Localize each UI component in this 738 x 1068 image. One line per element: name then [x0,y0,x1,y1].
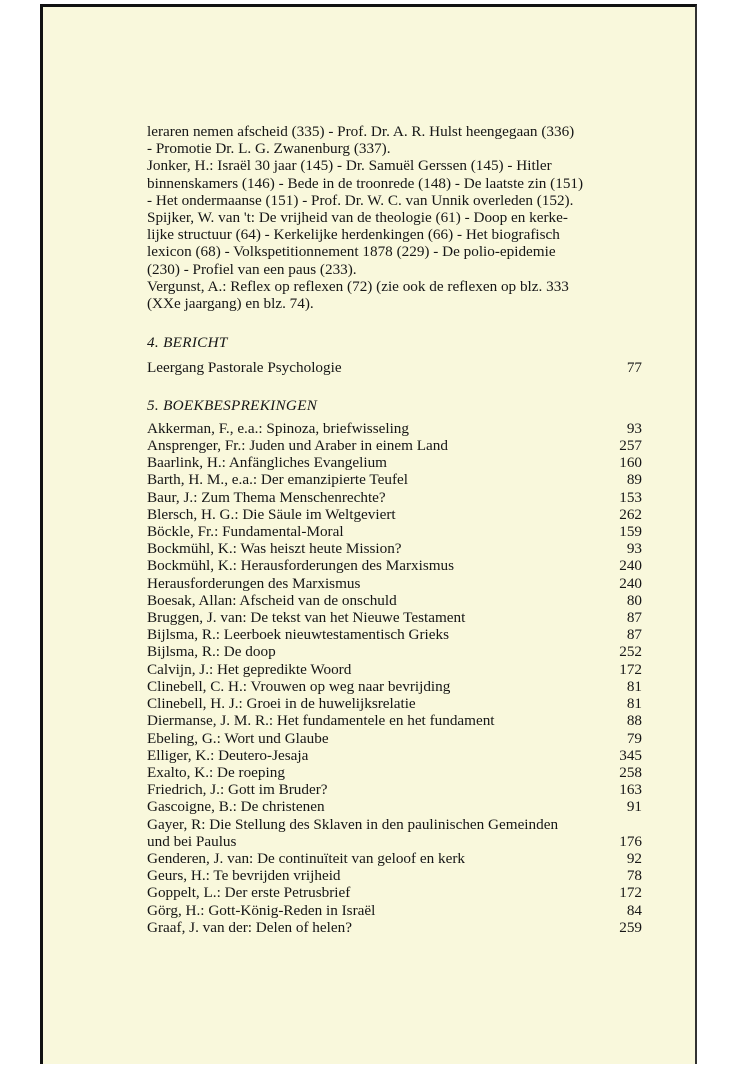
review-entry [147,764,642,781]
review-entry [147,523,642,540]
intro-line: lijke structuur (64) - Kerkelijke herdenkingen (66) - Het biografisch [147,226,560,244]
entry-page: 93 [626,419,642,437]
intro-line: binnenskamers (146) - Bede in de troonrede (148) - De laatste zin (151) [147,174,584,192]
review-entry [147,557,642,574]
entry-title: Boesak, Allan: Afscheid van de onschuld [147,591,397,609]
entry-title: Elliger, K.: Deutero-Jesaja [147,746,309,764]
entry-page: 159 [619,523,642,541]
review-entry [147,850,642,867]
entry-page: 87 [626,609,642,627]
entry-page: 87 [626,626,642,644]
review-entry [147,730,642,747]
entry-title: Clinebell, C. H.: Vrouwen op weg naar bevrijding [147,677,451,695]
entry-page: 80 [626,591,642,609]
review-entry [147,781,642,798]
entry-title-line-1: Gayer, R: Die Stellung des Sklaven in den paulinischen Gemeinden [147,815,559,833]
entry-title: Exalto, K.: De roeping [147,763,285,781]
entry-title: Ebeling, G.: Wort und Glaube [147,729,329,747]
entry-page: 78 [626,867,642,885]
entry-page: 163 [619,781,642,799]
entry-title: Genderen, J. van: De continuïteit van geloof en kerk [147,849,465,867]
intro-line: lexicon (68) - Volkspetitionnement 1878 (229) - De polio-epidemie [147,243,556,261]
entry-page: 84 [626,901,642,919]
review-entry [147,471,642,488]
entry-title: Görg, H.: Gott-König-Reden in Israël [147,901,376,919]
entry-page: 92 [626,849,642,867]
intro-line: Vergunst, A.: Reflex op reflexen (72) (zie ook de reflexen op blz. 333 [147,277,569,295]
entry-title: Bruggen, J. van: De tekst van het Nieuwe Testament [147,609,466,627]
entry-page: 252 [619,643,642,661]
review-list [147,420,642,816]
bericht-entry [147,359,642,376]
entry-title: Akkerman, F., e.a.: Spinoza, briefwisseling [147,419,409,437]
entry-page: 81 [626,695,642,713]
entry-title: Calvijn, J.: Het gepredikte Woord [147,660,352,678]
entry-title: Böckle, Fr.: Fundamental-Moral [147,523,344,541]
entry-title: Goppelt, L.: Der erste Petrusbrief [147,884,351,902]
entry-title: Barth, H. M., e.a.: Der emanzipierte Teufel [147,471,408,489]
entry-title: Bockmühl, K.: Was heiszt heute Mission? [147,540,402,558]
intro-line: Jonker, H.: Israël 30 jaar (145) - Dr. Samuël Gerssen (145) - Hitler [147,157,552,175]
intro-line: - Promotie Dr. L. G. Zwanenburg (337). [147,140,391,158]
intro-line: Spijker, W. van 't: De vrijheid van de theologie (61) - Doop en kerke- [147,209,568,227]
entry-title: Clinebell, H. J.: Groei in de huwelijksrelatie [147,695,416,713]
entry-page: 176 [619,832,642,850]
entry-page: 345 [619,746,642,764]
entry-page: 262 [619,505,642,523]
entry-page: 259 [619,918,642,936]
page-content [147,123,642,936]
entry-title: Bijlsma, R.: De doop [147,643,276,661]
review-entry [147,609,642,626]
entry-title: Geurs, H.: Te bevrijden vrijheid [147,867,341,885]
review-entry [147,867,642,884]
entry-page: 257 [619,437,642,455]
review-entry [147,437,642,454]
intro-line: leraren nemen afscheid (335) - Prof. Dr. A. R. Hulst heengegaan (336) [147,123,575,140]
entry-title: Blersch, H. G.: Die Säule im Weltgeviert [147,505,396,523]
entry-title: Ansprenger, Fr.: Juden und Araber in einem Land [147,437,448,455]
entry-page: 89 [626,471,642,489]
section-5-heading: 5. BOEKBESPREKINGEN [147,396,318,414]
review-entry [147,919,642,936]
entry-page: 172 [619,884,642,902]
entry-title: Friedrich, J.: Gott im Bruder? [147,781,328,799]
entry-title: Gascoigne, B.: De christenen [147,798,325,816]
review-entry [147,902,642,919]
entry-title: Graaf, J. van der: Delen of helen? [147,918,352,936]
entry-page: 81 [626,677,642,695]
entry-page: 240 [619,574,642,592]
entry-page: 240 [619,557,642,575]
review-entry [147,592,642,609]
intro-line: (XXe jaargang) en blz. 74). [147,295,314,313]
review-list-continued [147,850,642,936]
review-entry [147,884,642,901]
review-entry [147,747,642,764]
intro-line: (230) - Profiel van een paus (233). [147,260,357,278]
entry-page: 88 [626,712,642,730]
review-entry [147,506,642,523]
entry-title: Herausforderungen des Marxismus [147,574,361,592]
entry-title-line-2: und bei Paulus [147,832,237,850]
review-entry [147,695,642,712]
entry-title: Bijlsma, R.: Leerboek nieuwtestamentisch Grieks [147,626,449,644]
entry-title: Baarlink, H.: Anfängliches Evangelium [147,454,387,472]
entry-page: 79 [626,729,642,747]
review-entry [147,678,642,695]
review-entry [147,798,642,815]
entry-page: 172 [619,660,642,678]
entry-page: 91 [626,798,642,816]
review-entry-multiline [147,816,642,850]
entry-page: 153 [619,488,642,506]
intro-paragraphs [147,123,642,312]
book-page [40,4,697,1064]
section-4-heading: 4. BERICHT [147,334,228,352]
entry-title: Bockmühl, K.: Herausforderungen des Marxismus [147,557,455,575]
review-entry [147,661,642,678]
entry-page: 160 [619,454,642,472]
entry-title: Baur, J.: Zum Thema Menschenrechte? [147,488,386,506]
review-entry [147,454,642,471]
review-entry [147,489,642,506]
review-entry [147,643,642,660]
entry-page: 77 [626,359,642,377]
review-entry [147,540,642,557]
entry-page: 258 [619,763,642,781]
review-entry [147,420,642,437]
entry-title: Diermanse, J. M. R.: Het fundamentele en het fundament [147,712,495,730]
entry-page: 93 [626,540,642,558]
review-entry [147,626,642,643]
review-entry [147,712,642,729]
entry-line-2 [147,833,642,850]
review-entry [147,575,642,592]
intro-line: - Het ondermaanse (151) - Prof. Dr. W. C. van Unnik overleden (152). [147,191,574,209]
entry-title: Leergang Pastorale Psychologie [147,359,342,377]
